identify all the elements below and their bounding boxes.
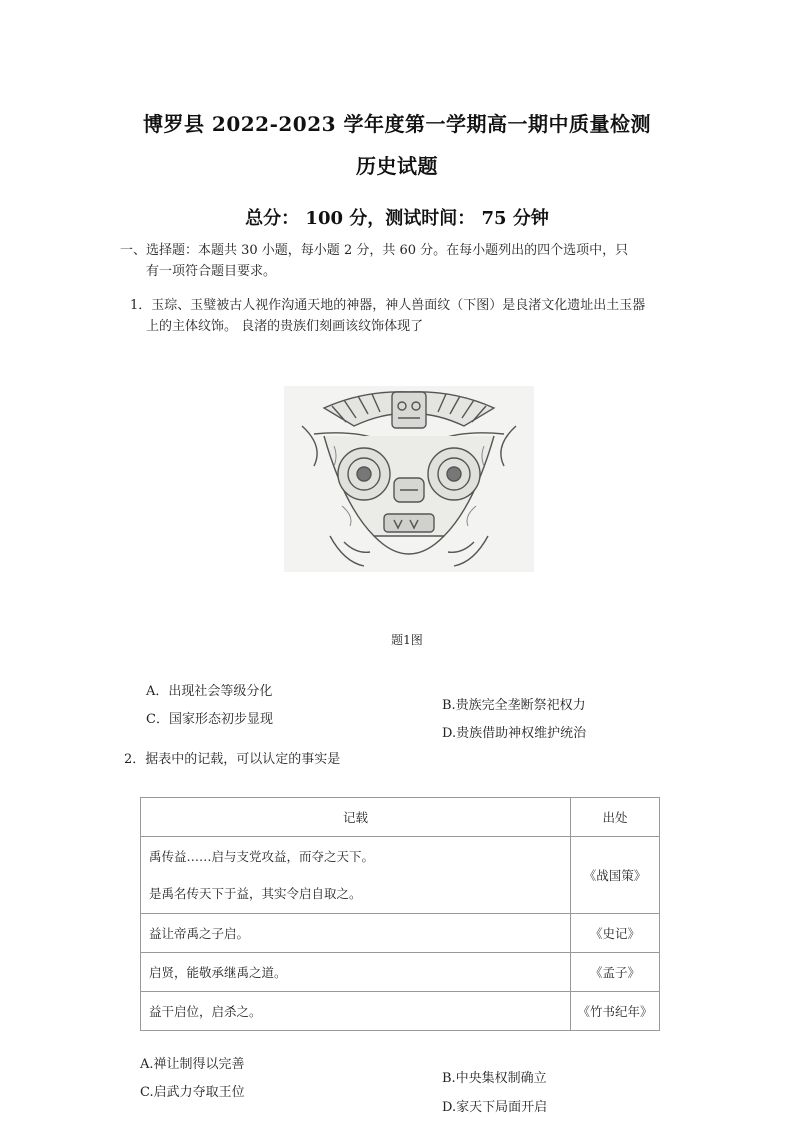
q2-option-c[interactable]: C.启武力夺取王位 xyxy=(140,1085,245,1100)
table-header-source: 出处 xyxy=(571,798,660,837)
exam-title: 博罗县 2022-2023 学年度第一学期高一期中质量检测 xyxy=(142,112,652,136)
table-row xyxy=(141,914,660,953)
table-row xyxy=(141,992,660,1031)
mask-motif-illustration xyxy=(284,386,534,572)
score-time-line: 总分： 100 分，测试时间： 75 分钟 xyxy=(245,208,549,229)
q1-stem-line1: 1．玉琮、玉璧被古人视作沟通天地的神器，神人兽面纹（下图）是良渚文化遗址出土玉器 xyxy=(130,298,646,313)
section-instruction-line2: 有一项符合题目要求。 xyxy=(146,264,277,279)
table-row xyxy=(141,837,660,914)
q1-option-a[interactable]: A．出现社会等级分化 xyxy=(146,684,273,699)
q1-figure-image xyxy=(284,386,534,572)
table-cell-record: 益让帝禹之子启。 xyxy=(141,914,571,953)
table-cell-source: 《竹书纪年》 xyxy=(571,992,660,1031)
table-cell-source: 《孟子》 xyxy=(571,953,660,992)
table-cell-record xyxy=(141,837,571,914)
section-instruction-line1: 一、选择题：本题共 30 小题，每小题 2 分，共 60 分。在每小题列出的四个选项中，只 xyxy=(120,243,629,258)
record-line: 禹传益……启与支党攻益，而夺之天下。 xyxy=(149,849,375,864)
record-line: 是禹名传天下于益，其实令启自取之。 xyxy=(149,886,362,901)
q2-option-d[interactable]: D.家天下局面开启 xyxy=(442,1100,548,1115)
table-row xyxy=(141,953,660,992)
q2-option-b[interactable]: B.中央集权制确立 xyxy=(442,1071,547,1086)
table-cell-source: 《战国策》 xyxy=(571,837,660,914)
q1-option-d[interactable]: D.贵族借助神权维护统治 xyxy=(442,726,587,741)
q2-option-a[interactable]: A.禅让制得以完善 xyxy=(140,1057,245,1072)
table-header-row xyxy=(141,798,660,837)
q1-figure-caption: 题1图 xyxy=(391,633,423,647)
table-cell-source: 《史记》 xyxy=(571,914,660,953)
q2-stem: 2．据表中的记载，可以认定的事实是 xyxy=(124,752,341,767)
q1-option-b[interactable]: B.贵族完全垄断祭祀权力 xyxy=(442,698,586,713)
table-cell-record: 启贤，能敬承继禹之道。 xyxy=(141,953,571,992)
q1-option-c[interactable]: C．国家形态初步显现 xyxy=(146,712,273,727)
q1-stem-line2: 上的主体纹饰。 良渚的贵族们刻画该纹饰体现了 xyxy=(146,319,424,334)
table-header-record: 记载 xyxy=(141,798,571,837)
exam-subject: 历史试题 xyxy=(356,154,438,178)
q2-record-table xyxy=(140,797,660,1031)
table-cell-record: 益干启位，启杀之。 xyxy=(141,992,571,1031)
